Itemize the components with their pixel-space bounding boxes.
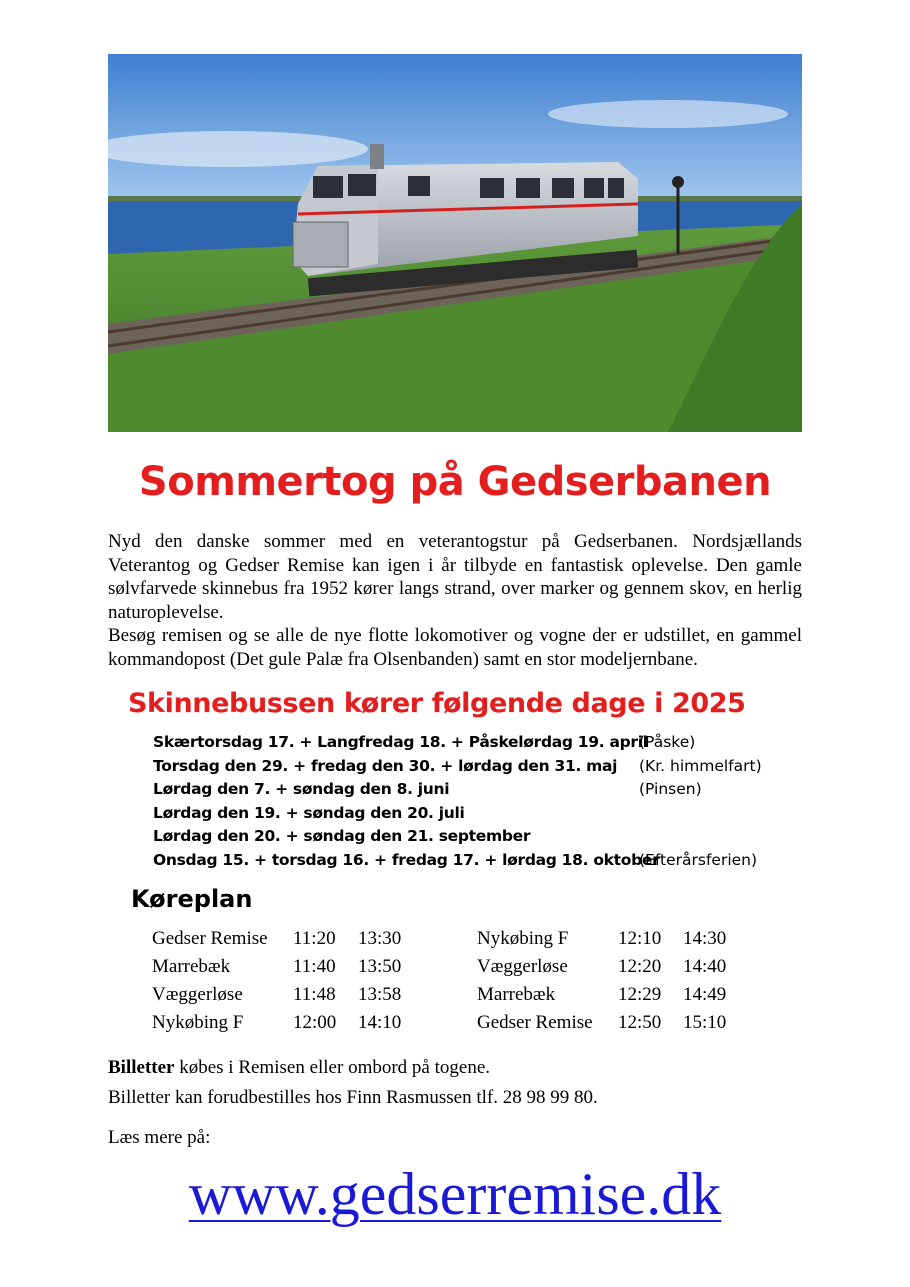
- station-name: Væggerløse: [152, 984, 243, 1005]
- date-days: Onsdag 15. + torsdag 16. + fredag 17. + lørdag 18. oktober: [153, 850, 660, 869]
- station-name: Marrebæk: [477, 984, 556, 1005]
- departure-time: 14:49: [683, 984, 727, 1005]
- railbus-photo: [108, 54, 802, 432]
- departure-time: 11:48: [293, 984, 336, 1005]
- ticket-bold-label: Billetter: [108, 1057, 175, 1078]
- departure-time: 13:30: [358, 928, 402, 949]
- intro-paragraph-2: Besøg remisen og se alle de nye flotte lokomotiver og vogne der er udstillet, en gammel kommandopost (Det gule Palæ fra Olsenbanden) samt en stor modeljernbane.: [108, 625, 802, 670]
- departure-time: 12:00: [293, 1012, 337, 1033]
- ticket-line-1: [108, 1053, 598, 1083]
- station-name: Nykøbing F: [152, 1012, 244, 1033]
- station-name: Marrebæk: [152, 956, 231, 977]
- station-name: Nykøbing F: [477, 928, 569, 949]
- ticket-info: [108, 1053, 598, 1113]
- date-row: [153, 731, 793, 755]
- date-note: (Pinsen): [639, 780, 702, 799]
- station-name: Væggerløse: [477, 956, 568, 977]
- departure-time: 12:10: [618, 928, 662, 949]
- date-row: [153, 755, 793, 779]
- date-row: [153, 802, 793, 826]
- departure-time: 13:50: [358, 956, 402, 977]
- station-name: Gedser Remise: [477, 1012, 593, 1033]
- date-days: Skærtorsdag 17. + Langfredag 18. + Påskelørdag 19. april: [153, 733, 648, 751]
- intro-paragraph-1: Nyd den danske sommer med en veterantogstur på Gedserbanen. Nordsjællands Veterantog og Gedser Remise kan igen i år tilbyde en fantastisk oplevelse. Den gamle sølvfarvede skinnebus fra 1952 kører langs strand, over marker og gennem skov, en herlig naturoplevelse.: [108, 531, 802, 623]
- date-row: [153, 825, 793, 849]
- website-link[interactable]: www.gedserremise.dk: [188, 1161, 722, 1227]
- date-days: Lørdag den 7. + søndag den 8. juni: [153, 780, 450, 799]
- date-note: (Efterårsferien): [639, 850, 758, 869]
- departure-time: 12:20: [618, 956, 662, 977]
- page-title: Sommertog på Gedserbanen: [138, 459, 772, 505]
- operating-dates-list: [153, 731, 793, 873]
- date-note: (Kr. himmelfart): [639, 756, 762, 775]
- date-note: (Påske): [639, 733, 696, 751]
- departure-time: 15:10: [683, 1012, 727, 1033]
- date-days: Torsdag den 29. + fredag den 30. + lørdag den 31. maj: [153, 756, 618, 775]
- intro-text: [108, 530, 802, 671]
- date-days: Lørdag den 20. + søndag den 21. september: [153, 827, 531, 846]
- ticket-line-1-text: købes i Remisen eller ombord på togene.: [174, 1057, 491, 1078]
- departure-time: 13:58: [358, 984, 402, 1005]
- date-days: Lørdag den 19. + søndag den 20. juli: [153, 803, 465, 822]
- departure-time: 14:30: [683, 928, 727, 949]
- departure-time: 11:40: [293, 956, 336, 977]
- timetable-heading: Køreplan: [131, 885, 253, 913]
- schedule-heading: Skinnebussen kører følgende dage i 2025: [128, 688, 746, 719]
- departure-time: 14:40: [683, 956, 727, 977]
- ticket-line-2: Billetter kan forudbestilles hos Finn Rasmussen tlf. 28 98 99 80.: [108, 1087, 598, 1108]
- date-row: [153, 849, 793, 873]
- departure-time: 14:10: [358, 1012, 402, 1033]
- read-more-label: Læs mere på:: [108, 1127, 211, 1148]
- departure-time: 12:29: [618, 984, 662, 1005]
- departure-time: 11:20: [293, 928, 336, 949]
- station-name: Gedser Remise: [152, 928, 268, 949]
- date-row: [153, 778, 793, 802]
- departure-time: 12:50: [618, 1012, 662, 1033]
